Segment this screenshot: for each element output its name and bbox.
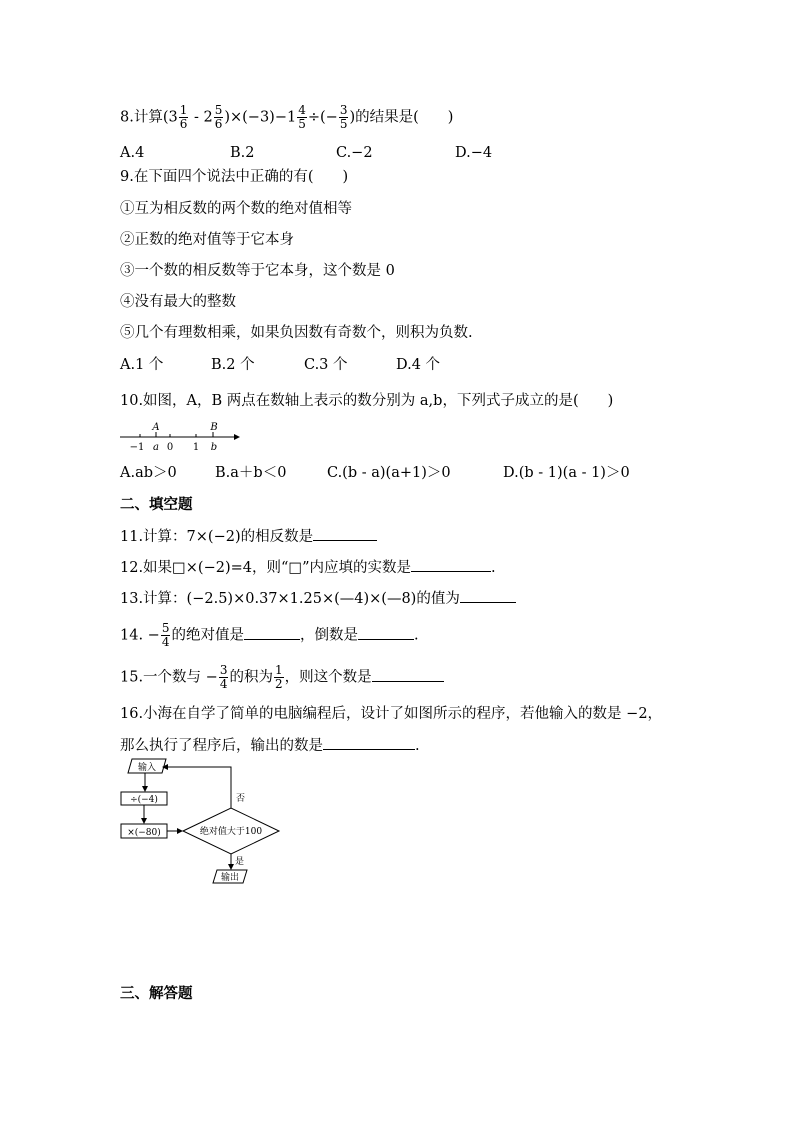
q8-option-c: C.−2: [336, 145, 373, 161]
q9-option-a: A.1 个: [120, 357, 164, 373]
q15-fraction-2: $\frac{1}{2}$: [274, 663, 283, 691]
q8-fraction-3: $\frac{4}{5}$: [298, 103, 306, 131]
question-12: 12.如果□×(−2)=4，则“□”内应填的实数是 .: [120, 557, 496, 578]
q10-option-a: A.ab＞0: [120, 465, 177, 481]
question-11: 11.计算：7×(−2)的相反数是: [120, 526, 377, 547]
q9-option-c: C.3 个: [304, 357, 348, 373]
q15-fraction-1: $\frac{3}{4}$: [219, 663, 228, 691]
q10-option-b: B.a＋b＜0: [215, 465, 287, 481]
flow-multiply-label: ×(−80): [127, 828, 161, 838]
q16-answer-blank[interactable]: [323, 735, 415, 750]
q14-answer-blank-2[interactable]: [358, 625, 414, 640]
question-10-stem: 10.如图，A，B 两点在数轴上表示的数分别为 a,b，下列式子成立的是( ): [120, 393, 614, 409]
program-flowchart: [116, 756, 286, 888]
q9-statement-4: ④没有最大的整数: [120, 294, 236, 310]
q11-answer-blank[interactable]: [313, 526, 377, 541]
number-line-arrow-icon: [234, 434, 240, 440]
q9-statement-5: ⑤几个有理数相乘，如果负因数有奇数个，则积为负数.: [120, 325, 473, 341]
question-16-line-1: 16.小海在自学了简单的电脑编程后，设计了如图所示的程序，若他输入的数是 −2，: [120, 706, 663, 722]
q10-option-d: D.(b - 1)(a - 1)＞0: [503, 465, 630, 481]
q9-statement-2: ②正数的绝对值等于它本身: [120, 232, 294, 248]
question-14: 14. − $\frac{5}{4}$ 的绝对值是 ，倒数是 .: [120, 621, 419, 649]
tick-label-neg1: −1: [129, 442, 145, 453]
flow-yes-label: 是: [235, 857, 245, 867]
q10-option-c: C.(b - a)(a+1)＞0: [327, 465, 451, 481]
flow-decision-label: 绝对值大于100: [199, 827, 263, 837]
q12-answer-blank[interactable]: [411, 557, 491, 572]
q8-fraction-2: $\frac{5}{6}$: [214, 103, 223, 131]
tick-label-0: 0: [166, 442, 174, 453]
question-9-stem: 9.在下面四个说法中正确的有( ): [120, 169, 349, 185]
q9-option-d: D.4 个: [396, 357, 441, 373]
question-15: 15.一个数与 − $\frac{3}{4}$ 的积为 $\frac{1}{2}$ ，则这个数是: [120, 664, 444, 691]
flow-input-label: 输入: [137, 763, 157, 773]
section-2-heading: 二、填空题: [120, 497, 193, 513]
flow-output-label: 输出: [220, 873, 240, 883]
tick-label-a: a: [153, 442, 159, 453]
question-16-line-2: 那么执行了程序后，输出的数是 .: [120, 735, 420, 756]
section-3-heading: 三、解答题: [120, 986, 193, 1002]
q8-fraction-4: $\frac{3}{5}$: [339, 103, 348, 131]
flow-no-branch: [163, 767, 231, 808]
question-13: 13.计算：(−2.5)×0.37×1.25×(—4)×(—8)的值为: [120, 588, 516, 609]
q13-answer-blank[interactable]: [460, 588, 516, 603]
q9-statement-3: ③一个数的相反数等于它本身，这个数是 0: [120, 263, 395, 279]
tick-label-1: 1: [192, 442, 200, 453]
tick-label-b: b: [210, 442, 218, 453]
flow-no-label: 否: [236, 794, 246, 804]
q14-answer-blank-1[interactable]: [244, 625, 300, 640]
q8-fraction-1: $\frac{1}{6}$: [179, 103, 188, 131]
q14-fraction: $\frac{5}{4}$: [161, 621, 170, 649]
flow-divide-label: ÷(−4): [130, 795, 158, 805]
q8-option-b: B.2: [230, 145, 255, 161]
q15-answer-blank[interactable]: [372, 667, 444, 682]
question-8: 8.计算(3 $\frac{1}{6}$ - 2 $\frac{5}{6}$ )×(−3)−1 $\frac{4}{5}$ ÷(− $\frac{3}{5}$ )的结果是( ): [120, 103, 454, 131]
q8-option-a: A.4: [120, 145, 145, 161]
q9-option-b: B.2 个: [211, 357, 255, 373]
number-line-figure: [118, 418, 242, 454]
q8-option-d: D.−4: [455, 145, 493, 161]
q8-text: 8.计算(3: [120, 109, 178, 126]
point-a-label: A: [152, 422, 160, 433]
point-b-label: B: [210, 422, 218, 433]
q9-statement-1: ①互为相反数的两个数的绝对值相等: [120, 201, 352, 217]
